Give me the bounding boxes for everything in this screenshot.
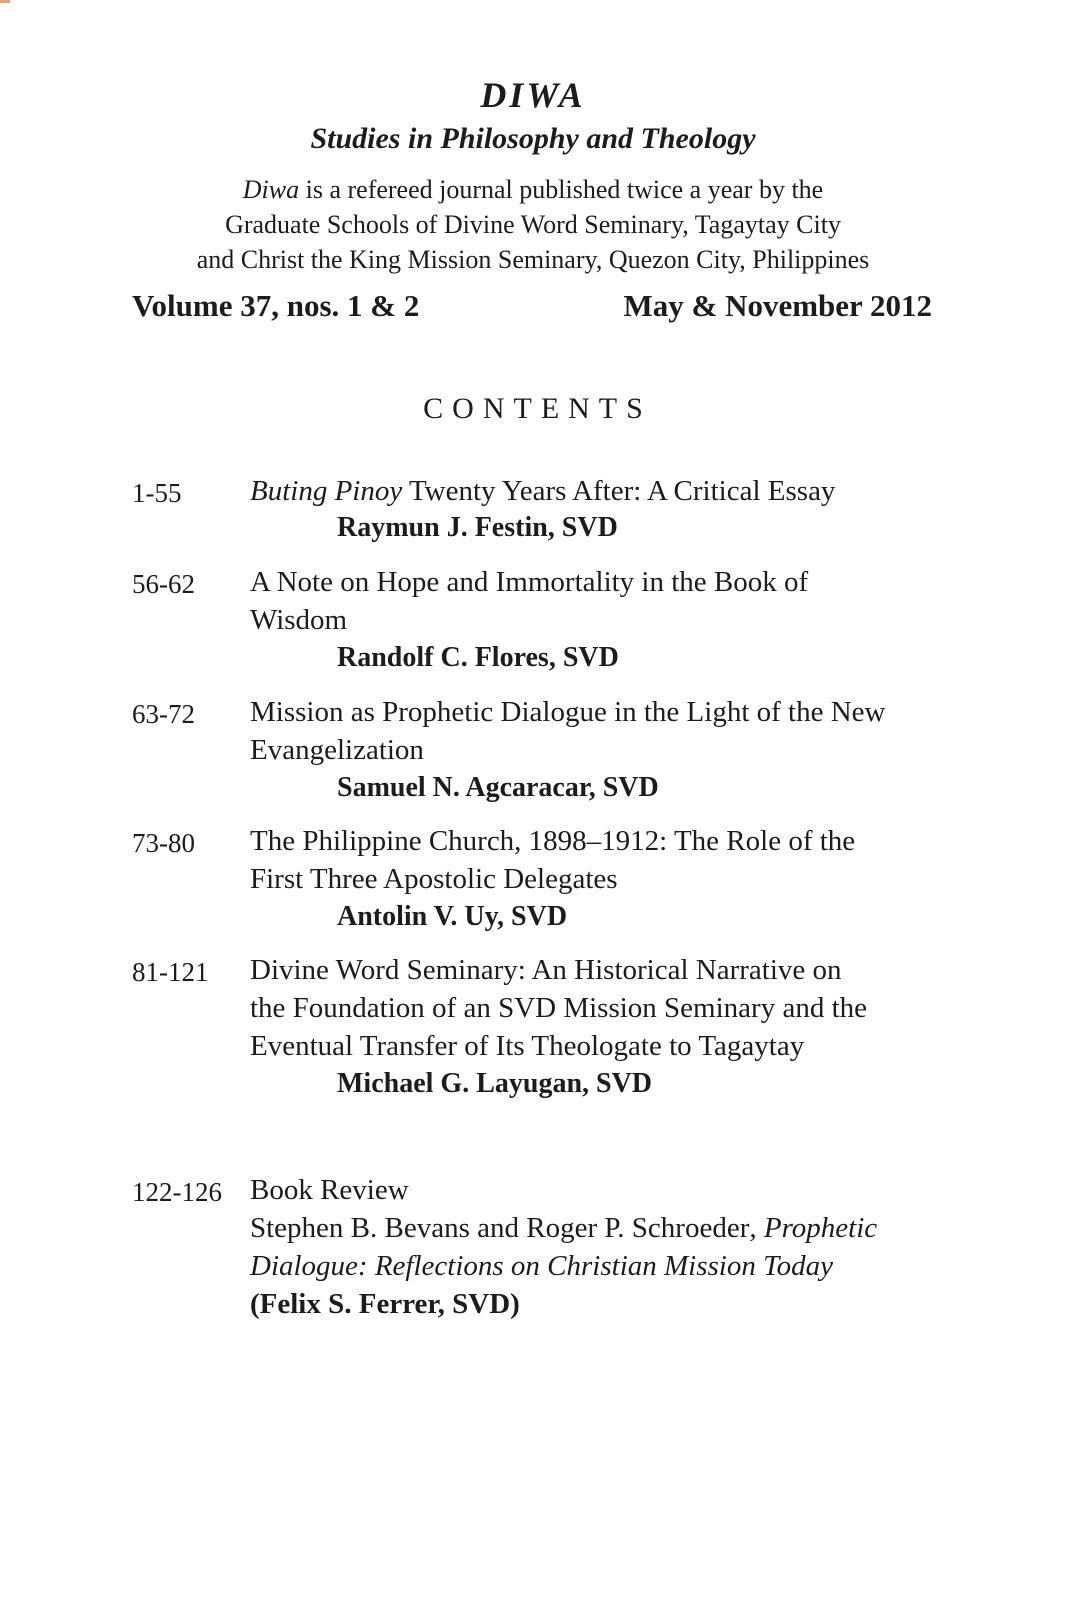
- page-range: 122-126: [132, 1177, 222, 1207]
- article-title-line: First Three Apostolic Delegates: [250, 863, 618, 895]
- book-review-label: Book Review: [250, 1174, 409, 1206]
- book-reviewer: (Felix S. Ferrer, SVD): [250, 1288, 520, 1320]
- volume-number: Volume 37, nos. 1 & 2: [132, 288, 420, 323]
- description-line-2: Graduate Schools of Divine Word Seminary, Tagaytay City: [225, 210, 841, 239]
- description-line-1: [0, 172, 1066, 207]
- article-title-line: Mission as Prophetic Dialogue in the Light of the New: [250, 696, 886, 728]
- journal-description: [0, 172, 1066, 277]
- article-title-line: the Foundation of an SVD Mission Seminary and the: [250, 992, 868, 1024]
- article-author: Samuel N. Agcaracar, SVD: [337, 772, 659, 803]
- article-author: Raymun J. Festin, SVD: [337, 512, 618, 543]
- article-author: Michael G. Layugan, SVD: [337, 1068, 653, 1099]
- page-range: 63-72: [132, 699, 195, 729]
- article-title: [250, 693, 930, 769]
- page-range: 81-121: [132, 957, 209, 987]
- article-author: Randolf C. Flores, SVD: [337, 642, 619, 673]
- book-title-part-1: Prophetic: [763, 1212, 878, 1244]
- article-title-line: Divine Word Seminary: An Historical Narrative on: [250, 954, 842, 986]
- journal-subtitle: Studies in Philosophy and Theology: [310, 122, 756, 155]
- article-title-line: The Philippine Church, 1898–1912: The Role of the: [250, 825, 856, 857]
- book-review-comma: ,: [749, 1212, 764, 1244]
- page-range: 73-80: [132, 828, 195, 858]
- issue-date: May & November 2012: [623, 288, 932, 323]
- article-title-line: A Note on Hope and Immortality in the Book of: [250, 566, 809, 598]
- article-title: [250, 563, 930, 639]
- article-author: Antolin V. Uy, SVD: [337, 901, 568, 932]
- article-title-line: Eventual Transfer of Its Theologate to Tagaytay: [250, 1030, 805, 1062]
- journal-name-italic: Diwa: [242, 175, 300, 204]
- description-line-3: and Christ the King Mission Seminary, Quezon City, Philippines: [196, 245, 870, 274]
- page-range: 1-55: [132, 478, 182, 508]
- article-title: [250, 822, 930, 898]
- book-title-part-2: Dialogue: Reflections on Christian Mission Today: [250, 1250, 833, 1282]
- article-title: [250, 472, 930, 510]
- book-review-authors: Stephen B. Bevans and Roger P. Schroeder: [250, 1212, 750, 1244]
- description-line-1-text: is a refereed journal published twice a year by the: [299, 175, 824, 204]
- book-review-authors-line: [250, 1209, 930, 1247]
- article-title-italic: Buting Pinoy: [250, 475, 403, 507]
- article-title-rest: Twenty Years After: A Critical Essay: [402, 475, 836, 507]
- article-title-line: Evangelization: [250, 734, 424, 766]
- article-title-line: Wisdom: [250, 604, 348, 636]
- article-title: [250, 951, 930, 1065]
- page-range: 56-62: [132, 569, 195, 599]
- contents-heading: CONTENTS: [423, 392, 652, 425]
- journal-title: DIWA: [480, 75, 586, 115]
